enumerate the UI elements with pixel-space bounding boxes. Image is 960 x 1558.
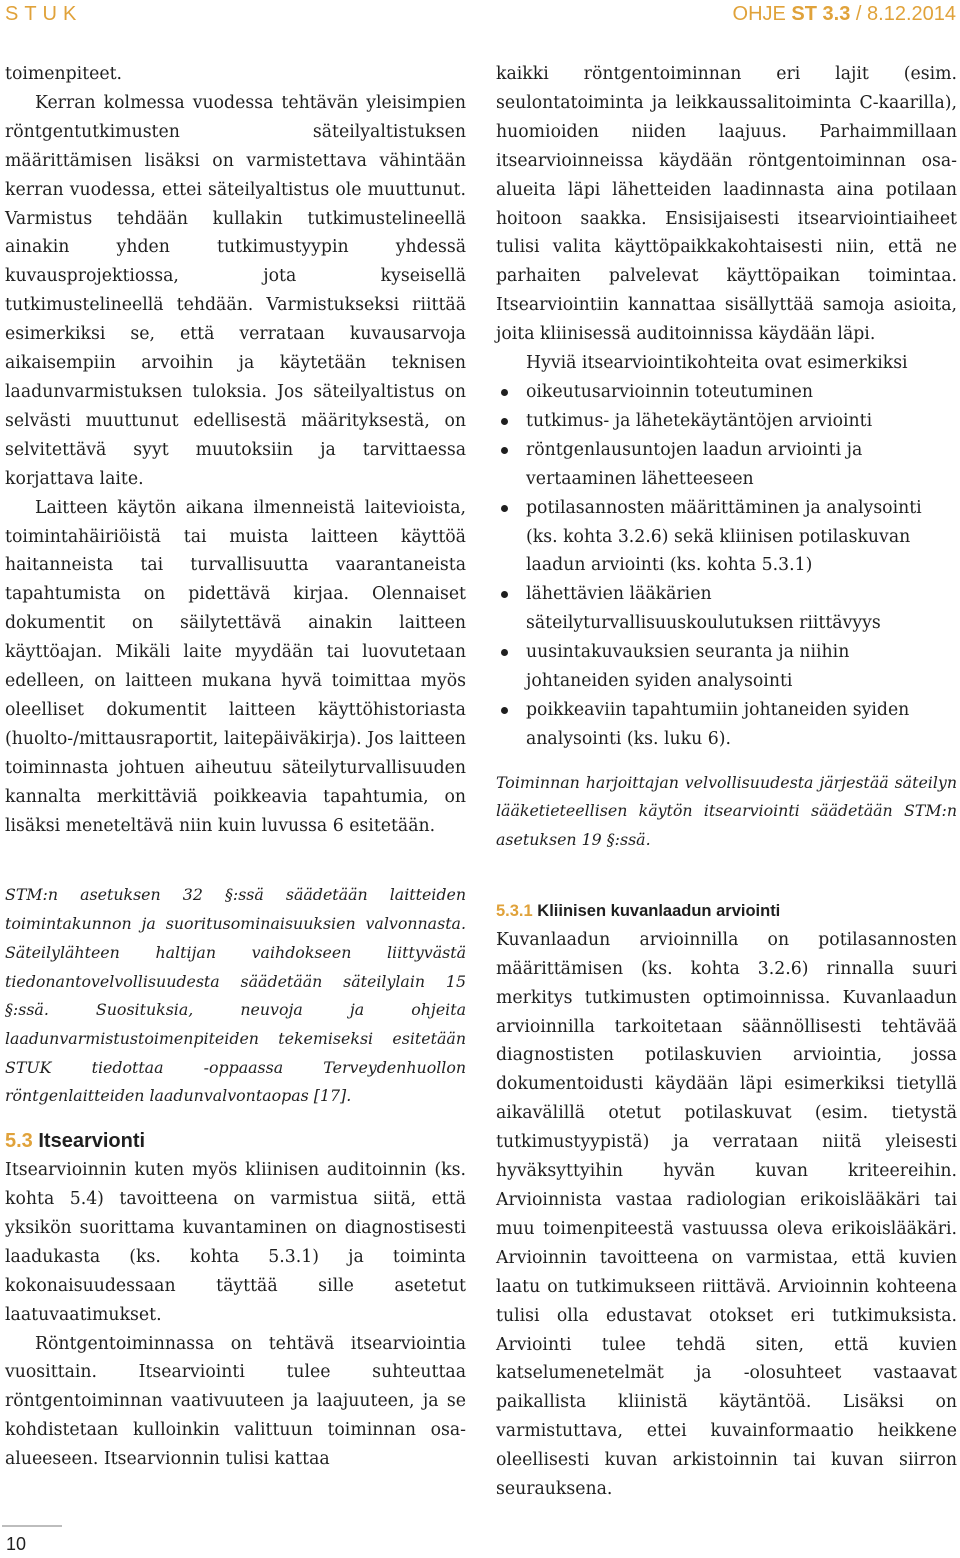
list-item: tutkimus- ja lähetekäytäntöjen arviointi [496,407,957,436]
header-guide-date: / 8.12.2014 [850,3,956,25]
paragraph: toimenpiteet. [5,64,123,84]
bullet-icon [501,418,508,425]
page-number: 10 [6,1534,27,1554]
header-guide [733,3,956,26]
bullet-icon [501,447,508,454]
bullet-icon [501,591,508,598]
bullet-icon [501,707,508,714]
footer-rule [2,1525,62,1527]
paragraph: Laitteen käytön aikana ilmenneistä laitevioista, toimintahäiriöistä tai muista laitteen käyttöä haitanneista tai turvallisuutta vaarantaneista tapahtumista on pidettävä kirjaa. Olennaiset dokumentit on säilytettävä ainakin laitteen käyttöajan. Mikäli laite myydään tai luovutetaan edelleen, on laitteen mukana hyvä toimittaa myös oleelliset dokumentit laitteen käyttöhistoriasta (huolto-/mittausraportit, laitepäiväkirja). Jos laitteen toiminnasta johtuen aiheutuu säteilyturvallisuuden kannalta merkittäviä poikkeavia tapahtumia, on lisäksi meneteltävä niin kuin luvussa 6 esitetään. [5,497,466,836]
subsection-heading [496,896,957,926]
paragraph: Itsearvioinnin kuten myös kliinisen auditoinnin (ks. kohta 5.4) tavoitteena on varmistua siitä, että yksikön suorittama kuvantaminen on diagnostisesti laadukasta (ks. kohta 5.3.1) ja toiminta kokonaisuudessaan täyttää sille asetetut laatuvaatimukset. [5,1160,466,1325]
list-item: lähettävien lääkärien säteilyturvallisuuskoulutuksen riittävyys [496,580,957,638]
bullet-icon [501,389,508,396]
right-column [496,60,957,1504]
list-intro: Hyviä itsearviointikohteita ovat esimerkiksi [526,353,908,374]
header-guide-code: ST 3.3 [791,3,851,25]
list-item: röntgenlausuntojen laadun arviointi ja vertaaminen lähetteeseen [496,436,957,494]
section-title: Itsearvionti [38,1130,146,1153]
paragraph: kaikki röntgentoiminnan eri lajit (esim. seulontatoiminta ja leikkaussalitoiminta C-kaarilla), huomioiden niiden laajuus. Parhaimmillaan itsearvioinneissa käydään röntgentoiminnan osa-alueita läpi lähetteiden laadinnasta aina potilaan hoitoon saakka. Ensisijaisesti itsearviointiaiheet tulisi valita käyttöpaikkakohtaisesti niin, että ne parhaiten palvelevat käyttöpaikan toimintaa. Itsearviointiin kannattaa sisällyttää samoja asioita, joita kliinisessä auditoinnissa käydään läpi. [496,64,957,345]
subsection-title: Kliinisen kuvanlaadun arviointi [537,901,781,920]
list-item: oikeutusarvioinnin toteutuminen [496,378,957,407]
section-heading [5,1126,466,1156]
legal-note: STM:n asetuksen 32 §:ssä säädetään laitteiden toimintakunnon ja suoritusominaisuuksien valvonnasta. Säteilylähteen haltijan vaihdokseen liittyvästä tiedonantovelvollisuudesta säädetään säteilylain 15 §:ssä. Suosituksia, neuvoja ja ohjeita laadunvarmistustoimenpiteiden tekemiseksi esitetään STUK tiedottaa -oppaassa Terveydenhuollon röntgenlaitteiden laadunvalvontaopas [17]. [5,885,466,1106]
paragraph: Röntgentoiminnassa on tehtävä itsearviointia vuosittain. Itsearviointi tulee suhteuttaa röntgentoiminnan vaativuuteen ja laajuuteen, ja se kohdistetaan kulloinkin valittuun toiminnan osa-alueeseen. Itsearvionnin tulisi kattaa [5,1333,466,1470]
header-guide-prefix: OHJE [732,3,792,25]
bullet-icon [501,505,508,512]
subsection-number: 5.3.1 [496,901,533,920]
list-item: uusintakuvauksien seuranta ja niihin johtaneiden syiden analysointi [496,638,957,696]
header-brand: STUK [5,3,83,25]
list-item: poikkeaviin tapahtumiin johtaneiden syiden analysointi (ks. luku 6). [496,696,957,754]
bullet-icon [501,649,508,656]
list-item: potilasannosten määrittäminen ja analysointi (ks. kohta 3.2.6) sekä kliinisen potilaskuvan laadun arviointi (ks. kohta 5.3.1) [496,494,957,581]
paragraph: Kuvanlaadun arvioinnilla on potilasannosten määrittämisen (ks. kohta 3.2.6) rinnalla suuri merkitys tutkimusten optimoinnissa. Kuvanlaadun arvioinnilla tarkoitetaan säännöllisesti tehtävää diagnostisten potilaskuvien arviointia, jossa dokumentoidusti käydään läpi esimerkiksi tietyllä aikavälillä otetut potilaskuvat (esim. tietystä tutkimustyypistä) ja verrataan niitä yleisesti hyväksyttyihin hyvän kuvan kriteereihin. Arvioinnista vastaa radiologian erikoislääkäri tai muu toimenpiteestä vastuussa oleva erikoislääkäri. Arvioinnin tavoitteena on varmistaa, että kuvien laatu on tutkimukseen riittävä. Arvioinnin kohteena tulisi olla edustavat otokset eri tutkimuksista. Arviointi tulee tehdä siten, että kuvien katselumenetelmät ja -olosuhteet vastaavat paikallista kliinistä käytäntöä. Lisäksi on varmistuttava, ettei kuvainformaatio heikkene oleellisesti kuvan arkistoinnin tai kuvan siirron seurauksena. [496,929,957,1500]
paragraph: Kerran kolmessa vuodessa tehtävän yleisimpien röntgentutkimusten säteilyaltistuksen määrittämisen lisäksi on varmistettava vähintään kerran vuodessa, ettei säteilyaltistus ole muuttunut. Varmistus tehdään kullakin tutkimustelineellä ainakin yhden tutkimustyypin yhdessä kuvausprojektiossa, jota kyseisellä tutkimustelineellä tehdään. Varmistukseksi riittää esimerkiksi se, että verrataan kuvausarvoja aikaisempiin arvoihin ja käytetään teknisen laadunvarmistuksen tuloksia. Jos säteilyaltistus on selvästi muuttunut edellisestä määrityksestä, on selvitettävä syyt muutoksiin ja tarvittaessa korjattava laite. [5,92,466,489]
left-column [5,60,466,1474]
legal-note: Toiminnan harjoittajan velvollisuudesta järjestää säteilyn lääketieteellisen käytön itsearviointi säädetään STM:n asetuksen 19 §:ssä. [496,772,957,850]
bullet-list [496,378,957,754]
section-number: 5.3 [5,1130,33,1153]
